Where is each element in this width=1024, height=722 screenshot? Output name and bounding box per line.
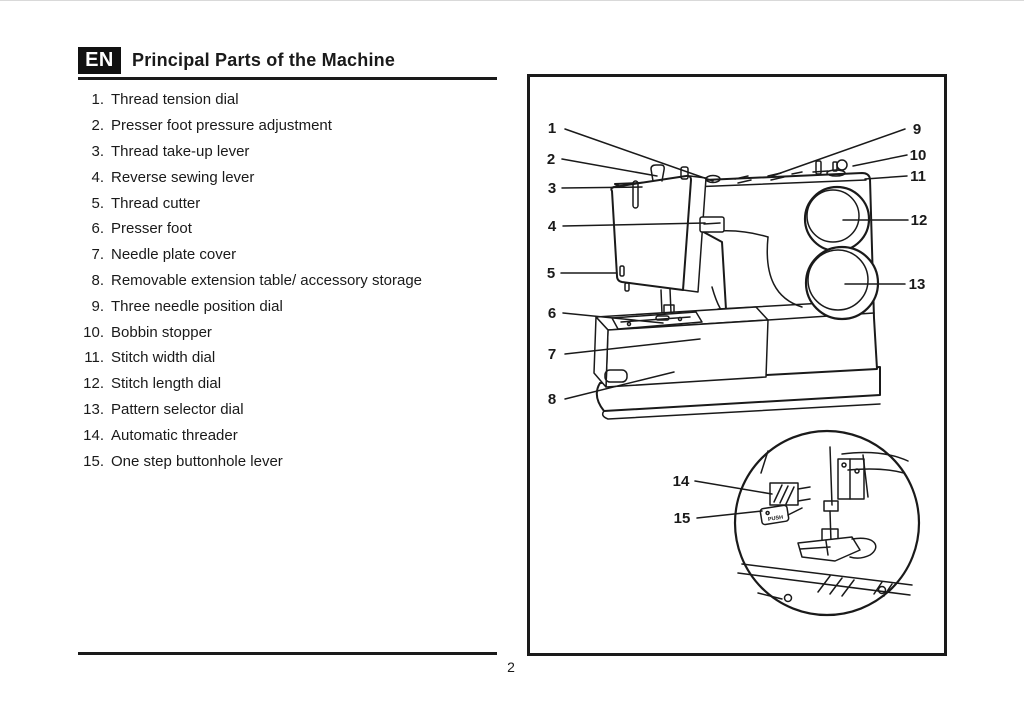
callout-1: 1 — [547, 120, 557, 137]
callout-8: 8 — [547, 391, 557, 408]
callout-5: 5 — [546, 265, 556, 282]
callout-3: 3 — [547, 180, 557, 197]
push-label: PUSH — [767, 514, 784, 523]
part-number: 6. — [91, 220, 104, 238]
part-number: 12. — [83, 375, 104, 393]
part-number: 5. — [91, 194, 104, 212]
part-number: 7. — [91, 246, 104, 264]
part-number: 14. — [83, 426, 104, 444]
header-rule — [78, 77, 497, 80]
part-number: 4. — [91, 168, 104, 186]
machine-drawing — [594, 160, 880, 419]
footer-rule — [78, 652, 497, 655]
list-item — [78, 113, 508, 139]
list-item — [78, 345, 508, 371]
list-item — [78, 87, 508, 113]
part-label: Thread tension dial — [111, 91, 239, 109]
list-item — [78, 293, 508, 319]
part-label: Stitch width dial — [111, 349, 216, 367]
language-badge: EN — [78, 47, 121, 74]
part-number: 11. — [84, 349, 104, 367]
callout-4: 4 — [547, 218, 557, 235]
callout-13: 13 — [908, 276, 926, 293]
callout-15: 15 — [673, 510, 691, 527]
part-label: Bobbin stopper — [111, 323, 212, 341]
list-item — [78, 139, 508, 165]
part-label: Thread take-up lever — [111, 142, 250, 160]
page-number: 2 — [507, 659, 515, 675]
part-label: Automatic threader — [111, 426, 238, 444]
list-item — [78, 319, 508, 345]
diagram-panel — [527, 74, 947, 656]
callout-6: 6 — [547, 305, 557, 322]
part-number: 9. — [91, 297, 104, 315]
callout-11: 11 — [910, 168, 926, 185]
list-item — [78, 216, 508, 242]
part-number: 13. — [83, 400, 104, 418]
part-label: Thread cutter — [111, 194, 201, 212]
callout-7: 7 — [547, 346, 557, 363]
part-label: Pattern selector dial — [111, 400, 244, 418]
list-item — [78, 422, 508, 448]
list-item — [78, 190, 508, 216]
part-label: Three needle position dial — [111, 297, 283, 315]
list-item — [78, 268, 508, 294]
page-header — [78, 47, 395, 74]
list-item — [78, 397, 508, 423]
part-number: 2. — [91, 117, 104, 135]
list-item — [78, 164, 508, 190]
part-label: Presser foot pressure adjustment — [111, 117, 332, 135]
callout-12: 12 — [910, 212, 928, 229]
part-number: 15. — [83, 452, 104, 470]
part-label: Needle plate cover — [111, 246, 237, 264]
part-label: Stitch length dial — [111, 375, 222, 393]
callout-10: 10 — [909, 147, 927, 164]
part-label: Presser foot — [111, 220, 192, 238]
list-item — [78, 242, 508, 268]
part-label: One step buttonhole lever — [111, 452, 283, 470]
callout-9: 9 — [912, 121, 922, 138]
part-label: Removable extension table/ accessory storage — [111, 271, 423, 289]
part-number: 3. — [91, 142, 104, 160]
parts-list — [78, 87, 508, 474]
callout-14: 14 — [672, 473, 690, 490]
callout-2: 2 — [546, 151, 556, 168]
inset-detail — [735, 431, 919, 615]
list-item — [78, 448, 508, 474]
page-title: Principal Parts of the Machine — [132, 50, 396, 70]
part-number: 10. — [83, 323, 104, 341]
part-number: 8. — [91, 271, 104, 289]
part-number: 1. — [91, 91, 104, 109]
machine-diagram-svg — [530, 77, 944, 653]
part-label: Reverse sewing lever — [111, 168, 255, 186]
list-item — [78, 371, 508, 397]
